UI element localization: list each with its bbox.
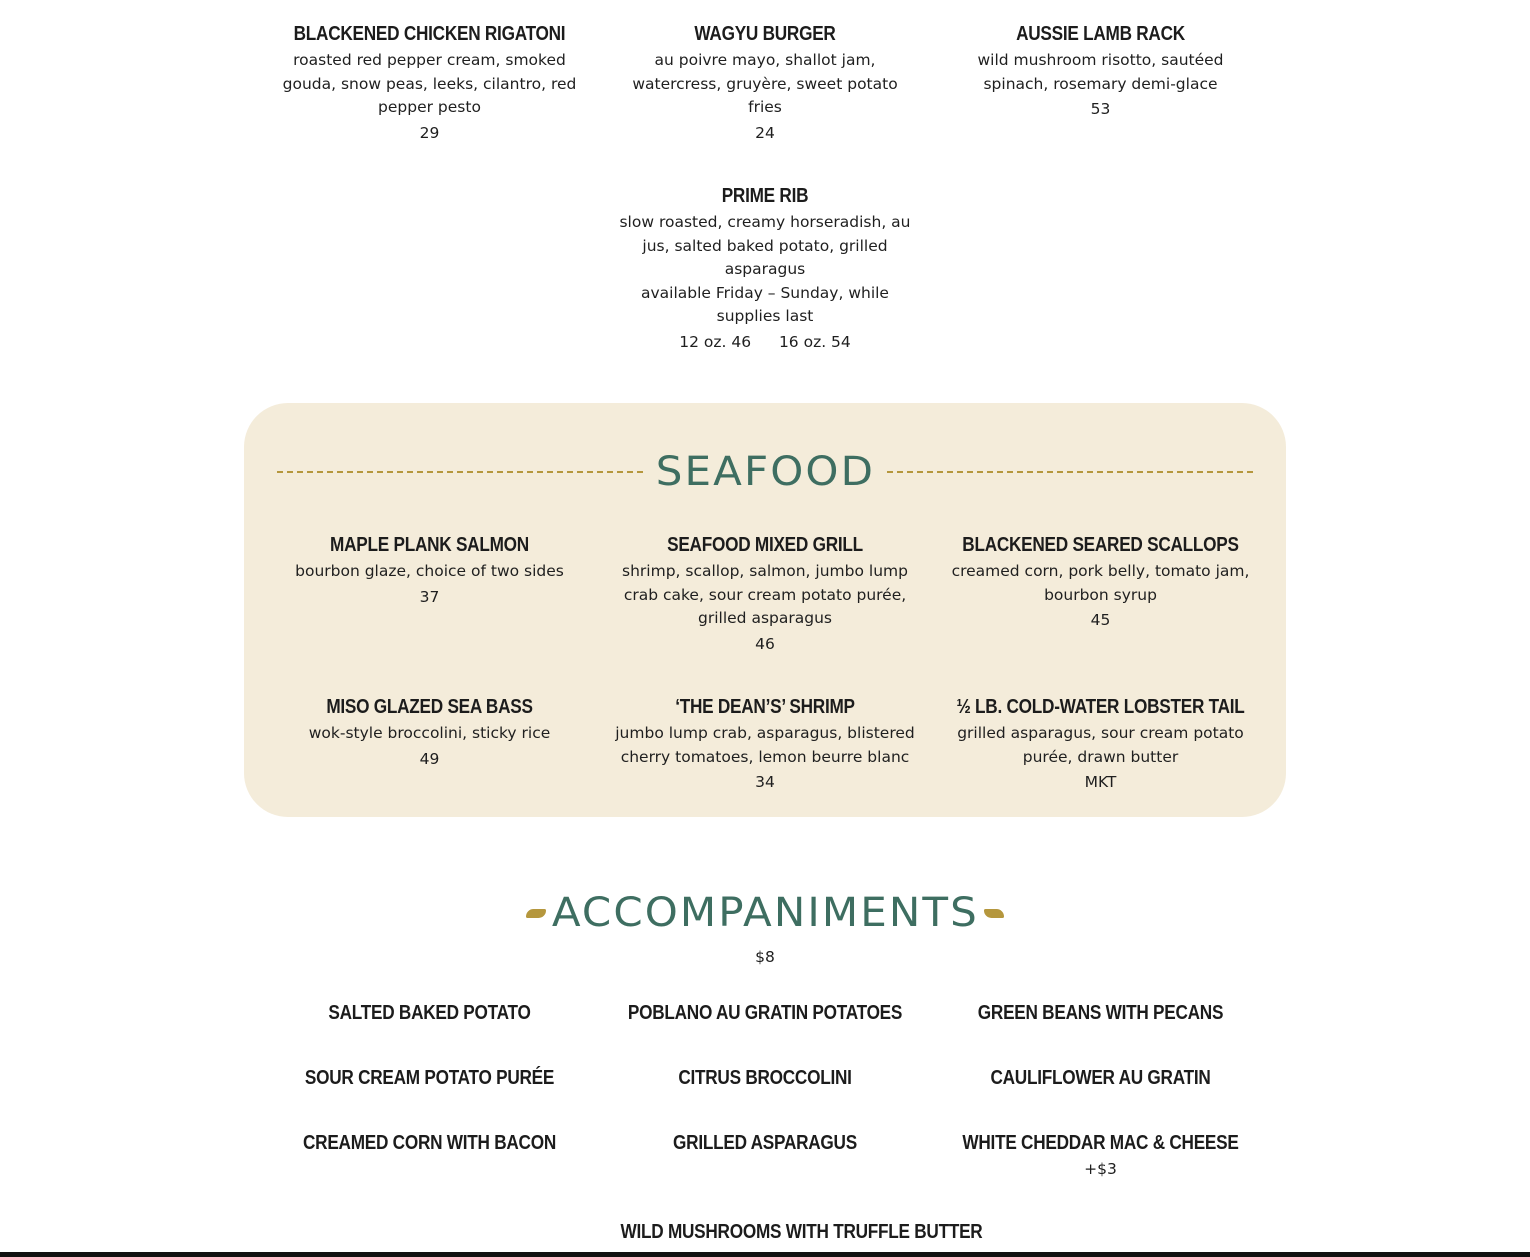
side-name: WILD MUSHROOMS WITH TRUFFLE BUTTER [620, 1221, 983, 1243]
side-item [262, 1065, 597, 1091]
menu-item [262, 694, 597, 794]
side-name: SOUR CREAM POTATO PURÉE [304, 1067, 555, 1089]
side-name: GREEN BEANS WITH PECANS [977, 1002, 1224, 1024]
side-name: SALTED BAKED POTATO [328, 1002, 531, 1024]
item-name: ½ LB. COLD-WATER LOBSTER TAIL [956, 696, 1245, 718]
menu-item [262, 21, 597, 145]
item-name: BLACKENED CHICKEN RIGATONI [293, 23, 566, 45]
menu-item-prime-rib [597, 183, 933, 354]
item-name: AUSSIE LAMB RACK [1016, 23, 1185, 45]
price-12oz: 12 oz. 46 [679, 332, 752, 351]
menu-item [262, 532, 597, 656]
side-name: WHITE CHEDDAR MAC & CHEESE [962, 1132, 1239, 1154]
item-price: 53 [1090, 100, 1111, 118]
side-name: GRILLED ASPARAGUS [673, 1132, 857, 1154]
item-price: 37 [419, 587, 440, 606]
section-title: SEAFOOD [655, 449, 875, 495]
item-name: ‘THE DEAN’S’ SHRIMP [675, 696, 855, 718]
item-description: au poivre mayo, shallot jam, watercress, gruyère, sweet potato fries [632, 51, 898, 116]
leaf-ornament-icon [526, 909, 546, 918]
accompaniments-heading [0, 889, 1530, 937]
divider-right [887, 471, 1253, 473]
side-upcharge: +$3 [1084, 1160, 1117, 1178]
item-description: bourbon glaze, choice of two sides [295, 562, 564, 580]
item-name: PRIME RIB [721, 185, 809, 207]
side-item [597, 1219, 983, 1245]
menu-item [597, 21, 933, 145]
item-name: BLACKENED SEARED SCALLOPS [962, 534, 1239, 556]
divider-left [277, 471, 643, 473]
item-name: MAPLE PLANK SALMON [330, 534, 529, 556]
side-name: CREAMED CORN WITH BACON [302, 1132, 557, 1154]
seafood-heading [0, 448, 1530, 496]
item-description: wok-style broccolini, sticky rice [308, 724, 551, 742]
item-name: WAGYU BURGER [694, 23, 836, 45]
leaf-ornament-icon [984, 909, 1004, 918]
item-description: shrimp, scallop, salmon, jumbo lump crab cake, sour cream potato purée, grilled asparagus [622, 562, 908, 627]
sides-price: $8 [755, 948, 775, 966]
menu-item [933, 21, 1268, 145]
item-name: SEAFOOD MIXED GRILL [667, 534, 863, 556]
item-description: jumbo lump crab, asparagus, blistered cherry tomatoes, lemon beurre blanc [615, 724, 915, 766]
page-bottom-edge [0, 1252, 1530, 1257]
side-item [597, 1000, 933, 1026]
menu-item [597, 694, 933, 794]
side-item [597, 1130, 933, 1181]
sides-grid [262, 1000, 1268, 1181]
price-16oz: 16 oz. 54 [778, 332, 851, 351]
menu-item [933, 532, 1268, 656]
item-description: wild mushroom risotto, sautéed spinach, rosemary demi-glace [977, 51, 1224, 93]
item-availability-note: available Friday – Sunday, while supplies last [641, 283, 889, 325]
item-price: 29 [419, 123, 440, 142]
side-name: CITRUS BROCCOLINI [678, 1067, 852, 1089]
seafood-row-1 [262, 532, 1268, 656]
item-description: creamed corn, pork belly, tomato jam, bourbon syrup [951, 562, 1250, 604]
menu-item [597, 532, 933, 656]
item-price: 24 [755, 123, 775, 142]
item-description: grilled asparagus, sour cream potato purée, drawn butter [957, 724, 1244, 766]
side-item [597, 1065, 933, 1091]
item-price: 46 [755, 634, 775, 653]
side-name: CAULIFLOWER AU GRATIN [990, 1067, 1211, 1089]
item-description: slow roasted, creamy horseradish, au jus, salted baked potato, grilled asparagus [619, 213, 911, 278]
item-description: roasted red pepper cream, smoked gouda, snow peas, leeks, cilantro, red pepper pesto [282, 51, 577, 116]
menu-item [933, 694, 1268, 794]
side-item [262, 1000, 597, 1026]
item-price: 45 [1090, 611, 1111, 629]
side-item [933, 1000, 1268, 1026]
side-item [262, 1130, 597, 1181]
side-name: POBLANO AU GRATIN POTATOES [627, 1002, 903, 1024]
item-price: 34 [755, 773, 775, 791]
entrees-row [262, 21, 1268, 145]
section-title: ACCOMPANIMENTS [551, 890, 979, 936]
seafood-row-2 [262, 694, 1268, 794]
side-item [933, 1130, 1268, 1181]
item-price: MKT [1084, 773, 1117, 791]
side-item [933, 1065, 1268, 1091]
item-name: MISO GLAZED SEA BASS [326, 696, 533, 718]
item-price-options [597, 330, 933, 354]
item-price: 49 [419, 749, 440, 768]
